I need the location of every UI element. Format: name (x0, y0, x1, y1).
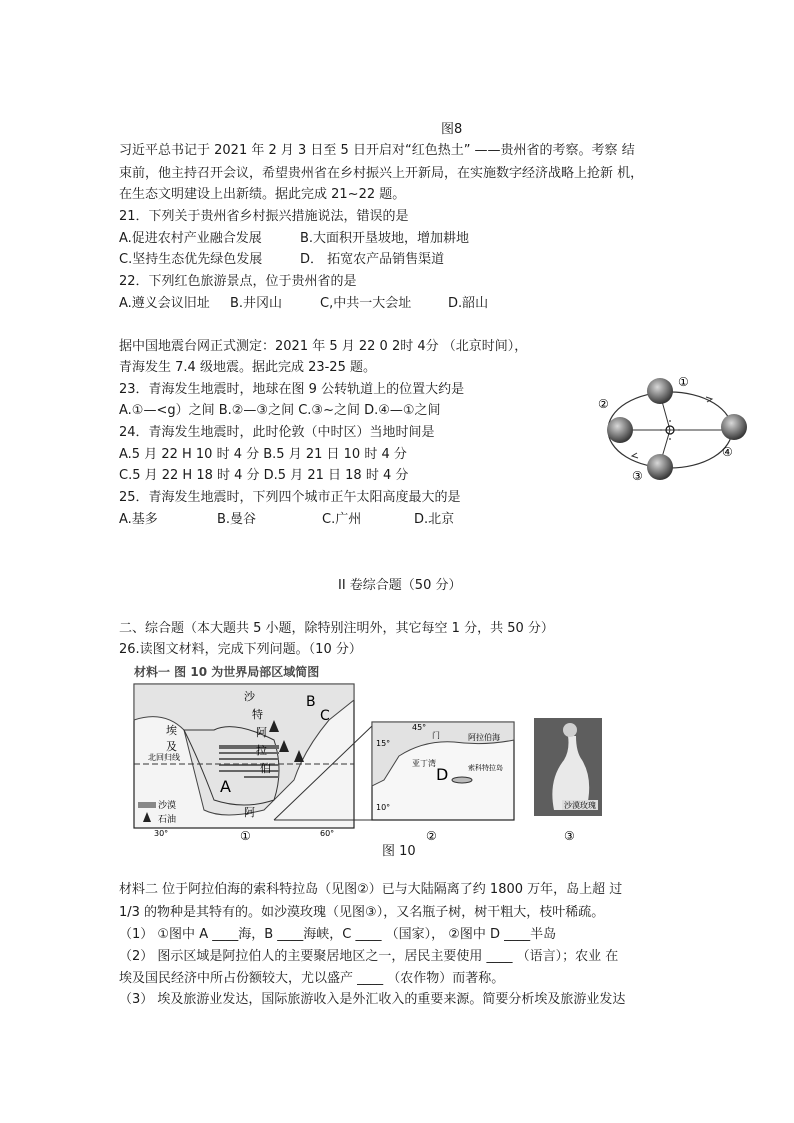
figure-10 (124, 660, 596, 860)
map-1-tag-ai: 埃 (166, 724, 177, 737)
tropic-label: 北回归线 (148, 753, 180, 762)
q21-option-b: B.大面积开垦坡地，增加耕地 (300, 231, 470, 246)
map-2-letter-d: D (436, 765, 449, 784)
orbit-label-2: ② (598, 397, 609, 411)
map-1-tag-ji: 及 (166, 740, 177, 753)
socotra-island (452, 777, 472, 783)
map-2-sea-label: 阿拉伯海 (468, 733, 500, 742)
panel-number-1: ① (240, 829, 251, 843)
desert-rose-photo (534, 718, 602, 843)
material-2-line-2: 1/3 的物种是其特有的。如沙漠玫瑰（见图③），又名瓶子树，树干粗大，枝叶稀疏。 (119, 905, 605, 920)
earth-position-2 (607, 417, 633, 443)
bottle-tree-crown (563, 723, 577, 737)
map-2 (372, 722, 514, 843)
map-2-strait-label: 门 (432, 731, 440, 740)
q24-stem: 24．青海发生地震时，此时伦敦（中时区）当地时间是 (119, 425, 435, 440)
panel-number-2: ② (426, 829, 437, 843)
map-2-deg-15: 15° (376, 739, 391, 748)
fig10-header: 材料一 图 10 为世界局部区域简图 (134, 665, 320, 679)
material-2-line-1: 材料二 位于阿拉伯海的索科特拉岛（见图②）已与大陆隔离了约 1800 万年，岛上超 过 (119, 882, 623, 897)
map-1-tag-bo: 伯 (260, 762, 271, 775)
legend-desert-label: 沙漠 (158, 801, 177, 811)
q21-stem: 21．下列关于贵州省乡村振兴措施说法，错误的是 (119, 209, 409, 224)
map-2-gulf-label: 亚丁湾 (412, 759, 436, 768)
q25-option-a: A.基多 (119, 512, 158, 527)
q22-option-d: D.韶山 (448, 296, 489, 311)
figure-8-caption: 图8 (441, 122, 463, 137)
earth-position-3 (647, 454, 673, 480)
map-1-letter-a: A (220, 777, 231, 796)
q22-option-b: B.井冈山 (230, 296, 283, 311)
subq-2-line-1: （2） 图示区域是阿拉伯人的主要聚居地区之一，居民主要使用 ____ （语言）；农业 在 (119, 949, 619, 964)
q25-stem: 25．青海发生地震时，下列四个城市正午太阳高度最大的是 (119, 490, 461, 505)
map-1-letter-b: B (306, 694, 316, 710)
map-1-tag-sha: 沙 (244, 690, 255, 703)
q21-option-c: C.坚持生态优先绿色发展 (119, 252, 263, 267)
map-1-deg-30: 30° (154, 829, 169, 838)
orbit-label-3: ③ (632, 469, 643, 483)
q21-option-d: D． 拓宽农产品销售渠道 (300, 252, 445, 267)
orbit-diagram (598, 372, 748, 484)
q24-options-row-2: C.5 月 22 H 18 时 4 分 D.5 月 21 日 18 时 4 分 (119, 468, 409, 483)
map-2-deg-45: 45° (412, 723, 427, 732)
q25-option-d: D.北京 (414, 512, 455, 527)
map-2-island-label: 索科特拉岛 (468, 764, 503, 772)
map-1-tag-a: 阿 (256, 726, 267, 739)
orbit-label-1: ① (678, 375, 689, 389)
section-2-heading: 二、综合题（本大题共 5 小题，除特别注明外，其它每空 1 分，共 50 分） (119, 621, 554, 636)
legend-oil-label: 石油 (158, 815, 177, 825)
subq-2-line-2: 埃及国民经济中所占份额较大，尤以盛产 ____ （农作物）而著称。 (119, 971, 505, 986)
q24-options-row-1: A.5 月 22 H 10 时 4 分 B.5 月 21 日 10 时 4 分 (119, 447, 407, 462)
q21-option-a: A.促进农村产业融合发展 (119, 231, 262, 246)
subq-1: （1） ①图中 A ____海，B ____海峡，C ____ （国家）， ②图中 D ____半岛 (119, 927, 557, 942)
q25-option-b: B.曼谷 (217, 512, 257, 527)
q23-stem: 23．青海发生地震时，地球在图 9 公转轨道上的位置大约是 (119, 382, 465, 397)
orbit-arrow-icon (632, 453, 638, 458)
panel-number-3: ③ (564, 829, 575, 843)
map-1-deg-60: 60° (320, 829, 335, 838)
earth-position-1 (647, 378, 673, 404)
q22-option-c: C,中共一大会址 (320, 296, 412, 311)
photo-label: 沙漠玫瑰 (564, 801, 596, 810)
map-1-letter-c: C (320, 708, 330, 724)
map-2-deg-10: 10° (376, 803, 391, 812)
intro-line-3: 在生态文明建设上出新绩。据此完成 21~22 题。 (119, 187, 406, 202)
intro-line-2: 束前，他主持召开会议，希望贵州省在乡村振兴上开新局，在实施数字经济战略上抢新 机， (119, 166, 644, 181)
map-1-tag-a2: 阿 (244, 806, 255, 819)
map-1 (134, 684, 354, 843)
earth-position-4 (721, 414, 747, 440)
q25-option-c: C.广州 (322, 512, 362, 527)
q22-stem: 22．下列红色旅游景点，位于贵州省的是 (119, 274, 357, 289)
q26-stem: 26.读图文材料，完成下列问题。（10 分） (119, 642, 362, 657)
q22-option-a: A.遵义会议旧址 (119, 296, 210, 311)
section-2-title: II 卷综合题（50 分） (338, 578, 462, 593)
legend-desert-swatch (138, 802, 156, 808)
figure-10-caption: 图 10 (382, 844, 416, 859)
quake-intro-line-2: 青海发生 7.4 级地震。据此完成 23-25 题。 (119, 360, 376, 375)
quake-intro-line-1: 据中国地震台网正式测定：2021 年 5 月 22 0 2时 4分 （北京时间）， (119, 339, 528, 354)
intro-line-1: 习近平总书记于 2021 年 2 月 3 日至 5 日开启对“红色热土” ——贵州省的考察。考察 结 (119, 143, 635, 158)
q23-options: A.①—<g）之间 B.②—③之间 C.③~之间 D.④—①之间 (119, 403, 441, 418)
map-1-tag-la: 拉 (256, 744, 267, 757)
subq-3: （3） 埃及旅游业发达，国际旅游收入是外汇收入的重要来源。简要分析埃及旅游业发达 (119, 992, 626, 1007)
orbit-label-4: ④ (722, 445, 733, 459)
map-1-tag-te: 特 (252, 708, 263, 721)
